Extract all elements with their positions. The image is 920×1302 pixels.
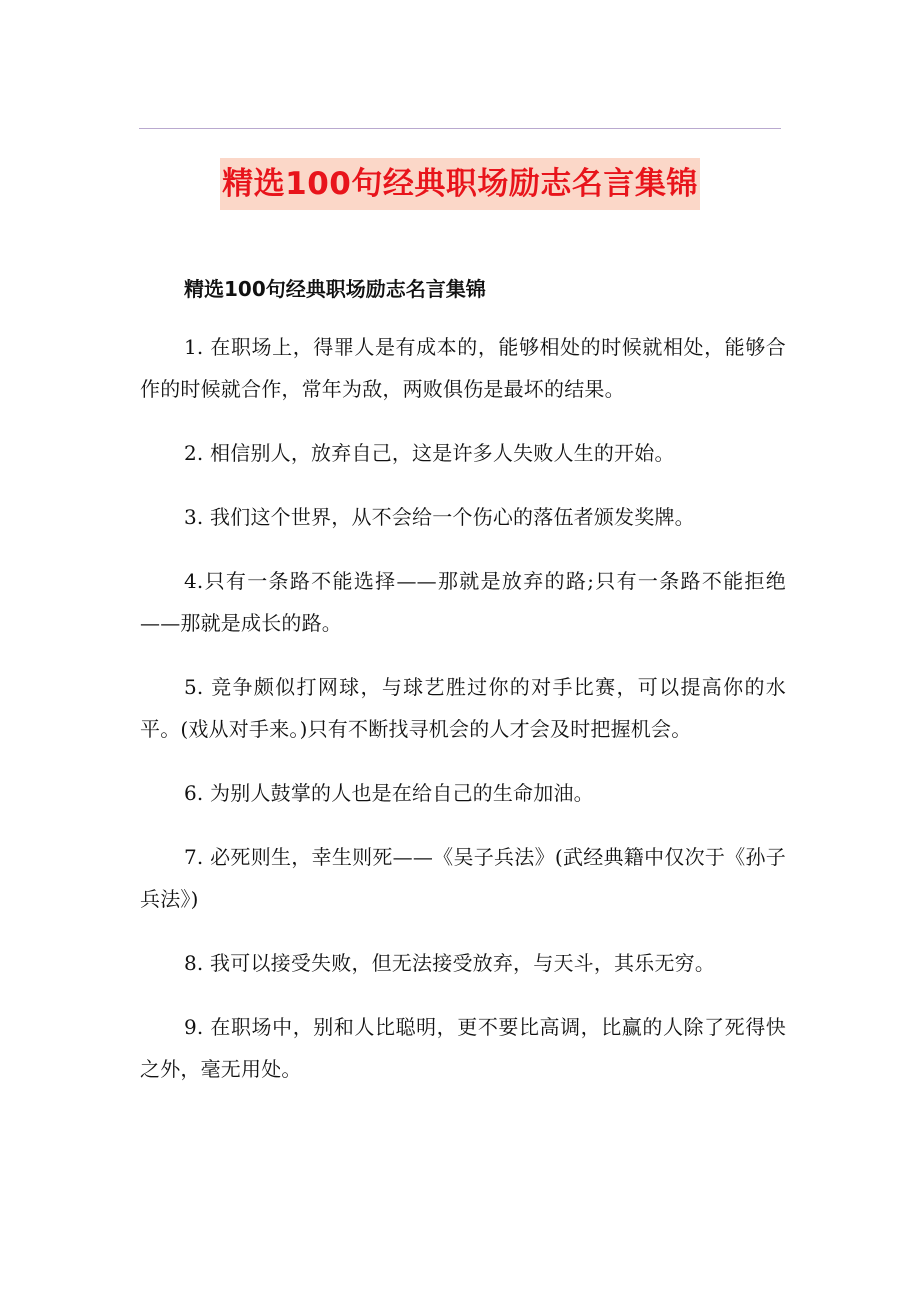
quote-item-7: 7. 必死则生，幸生则死——《吴子兵法》(武经典籍中仅次于《孙子兵法》) bbox=[140, 845, 786, 911]
title-container bbox=[0, 158, 920, 210]
document-subtitle: 精选100句经典职场励志名言集锦 bbox=[184, 277, 486, 301]
quote-item-1: 1. 在职场上，得罪人是有成本的，能够相处的时候就相处，能够合作的时候就合作，常年为敌，两败俱伤是最坏的结果。 bbox=[140, 335, 786, 401]
quote-item-6: 6. 为别人鼓掌的人也是在给自己的生命加油。 bbox=[184, 781, 594, 805]
document-title: 精选100句经典职场励志名言集锦 bbox=[220, 158, 700, 210]
header-rule bbox=[139, 128, 781, 129]
quote-item-8: 8. 我可以接受失败，但无法接受放弃，与天斗，其乐无穷。 bbox=[184, 951, 716, 975]
quote-item-5: 5. 竞争颇似打网球，与球艺胜过你的对手比赛，可以提高你的水平。(戏从对手来。)只有不断找寻机会的人才会及时把握机会。 bbox=[140, 675, 786, 741]
quote-item-4: 4.只有一条路不能选择——那就是放弃的路;只有一条路不能拒绝——那就是成长的路。 bbox=[140, 569, 786, 635]
quote-item-3: 3. 我们这个世界，从不会给一个伤心的落伍者颁发奖牌。 bbox=[184, 505, 695, 529]
quote-item-2: 2. 相信别人，放弃自己，这是许多人失败人生的开始。 bbox=[184, 441, 675, 465]
quote-item-9: 9. 在职场中，别和人比聪明，更不要比高调，比赢的人除了死得快之外，毫无用处。 bbox=[140, 1015, 786, 1081]
document-body bbox=[140, 268, 786, 1112]
